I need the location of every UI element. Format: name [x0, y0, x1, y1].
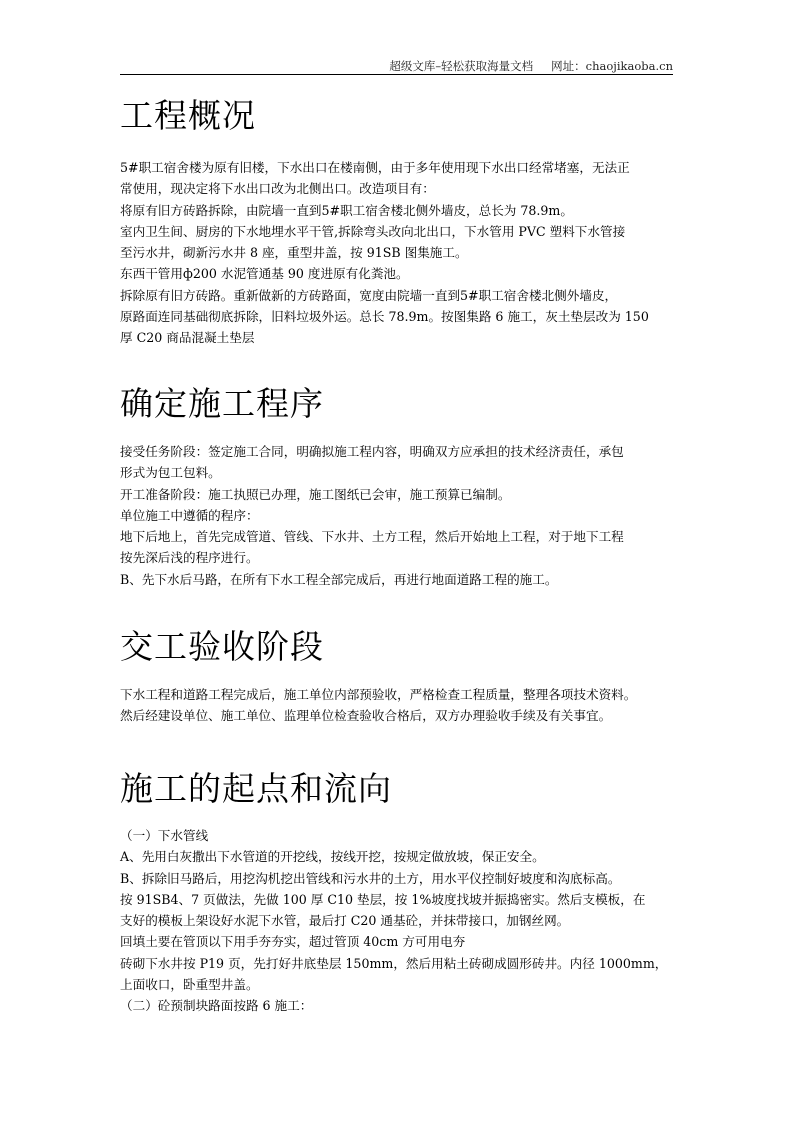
section-procedure: [120, 384, 680, 590]
header-rule: [120, 74, 673, 75]
text-line: 拆除原有旧方砖路。重新做新的方砖路面，宽度由院墙一直到5#职工宿舍楼北侧外墙皮，: [120, 287, 618, 303]
section-body: [120, 684, 680, 727]
section-acceptance: [120, 627, 680, 727]
section-body: [120, 825, 680, 1017]
text-line: 常使用，现决定将下水出口改为北侧出口。改造项目有：: [120, 181, 435, 197]
section-heading: 交工验收阶段: [120, 627, 324, 666]
text-line: B、先下水后马路，在所有下水工程全部完成后，再进行地面道路工程的施工。: [120, 571, 558, 587]
text-line: 东西干管用ф200 水泥管通基 90 度进原有化粪池。: [120, 266, 409, 282]
section-body: [120, 441, 680, 590]
text-line: A、先用白灰撒出下水管道的开挖线，按线开挖，按规定做放坡，保正安全。: [120, 849, 545, 865]
text-line: 原路面连同基础彻底拆除，旧料垃圾外运。总长 78.9m。按图集路 6 施工，灰土垫层改为 150: [120, 309, 649, 325]
section-heading: 施工的起点和流向: [120, 769, 392, 808]
text-line: 至污水井，砌新污水井 8 座，重型井盖，按 91SB 图集施工。: [120, 245, 468, 261]
section-heading: 确定施工程序: [120, 384, 324, 423]
page-header: [120, 58, 673, 74]
text-line: 单位施工中遵循的程序：: [120, 507, 259, 523]
text-line: 上面收口，卧重型井盖。: [120, 977, 259, 993]
section-overview: [120, 96, 680, 349]
text-line: 接受任务阶段：签定施工合同，明确拟施工程内容，明确双方应承担的技术经济责任，承包: [120, 444, 624, 459]
text-line: 地下后地上，首先完成管道、管线、下水井、土方工程，然后开始地上工程，对于地下工程: [120, 529, 624, 545]
text-line: 5#职工宿舍楼为原有旧楼，下水出口在楼南侧，由于多年使用现下水出口经常堵塞，无法正: [120, 160, 630, 175]
text-line: 开工准备阶段：施工执照已办理，施工图纸已会审，施工预算已编制。: [120, 486, 511, 502]
text-line: 下水工程和道路工程完成后，施工单位内部预验收，严格检查工程质量，整理各项技术资料。: [120, 687, 637, 702]
text-line: 按 91SB4、7 页做法，先做 100 厚 C10 垫层，按 1%坡度找坡并振捣密实。然后支模板，在: [120, 891, 646, 907]
text-line: （一）下水管线: [120, 828, 209, 843]
text-line: 形式为包工包料。: [120, 465, 221, 481]
text-line: 支好的模板上架设好水泥下水管，最后打 C20 通基砼，并抹带接口，加钢丝网。: [120, 913, 570, 929]
text-line: 砖砌下水井按 P19 页，先打好井底垫层 150mm，然后用粘土砖砌成圆形砖井。内径 1000mm，: [120, 955, 668, 971]
header-title: 超级文库–轻松获取海量文档: [389, 59, 534, 73]
header-site: 网址：chaojikaoba.cn: [551, 59, 673, 73]
text-line: 回填土要在管顶以下用手夯夯实，超过管顶 40cm 方可用电夯: [120, 934, 466, 950]
text-line: 厚 C20 商品混凝土垫层: [120, 330, 255, 346]
text-line: 将原有旧方砖路拆除，由院墙一直到5#职工宿舍楼北侧外墙皮，总长为 78.9m。: [120, 202, 573, 218]
section-body: [120, 157, 680, 349]
section-heading: 工程概况: [120, 96, 256, 135]
text-line: 按先深后浅的程序进行。: [120, 550, 259, 566]
text-line: （二）砼预制块路面按路 6 施工：: [120, 998, 313, 1014]
text-line: B、拆除旧马路后，用挖沟机挖出管线和污水井的土方，用水平仪控制好坡度和沟底标高。: [120, 870, 621, 886]
section-flow: [120, 769, 680, 1017]
text-line: 室内卫生间、厨房的下水地埋水平干管,拆除弯头改向北出口，下水管用 PVC 塑料下水管接: [120, 223, 626, 239]
text-line: 然后经建设单位、施工单位、监理单位检查验收合格后，双方办理验收手续及有关事宜。: [120, 708, 612, 724]
